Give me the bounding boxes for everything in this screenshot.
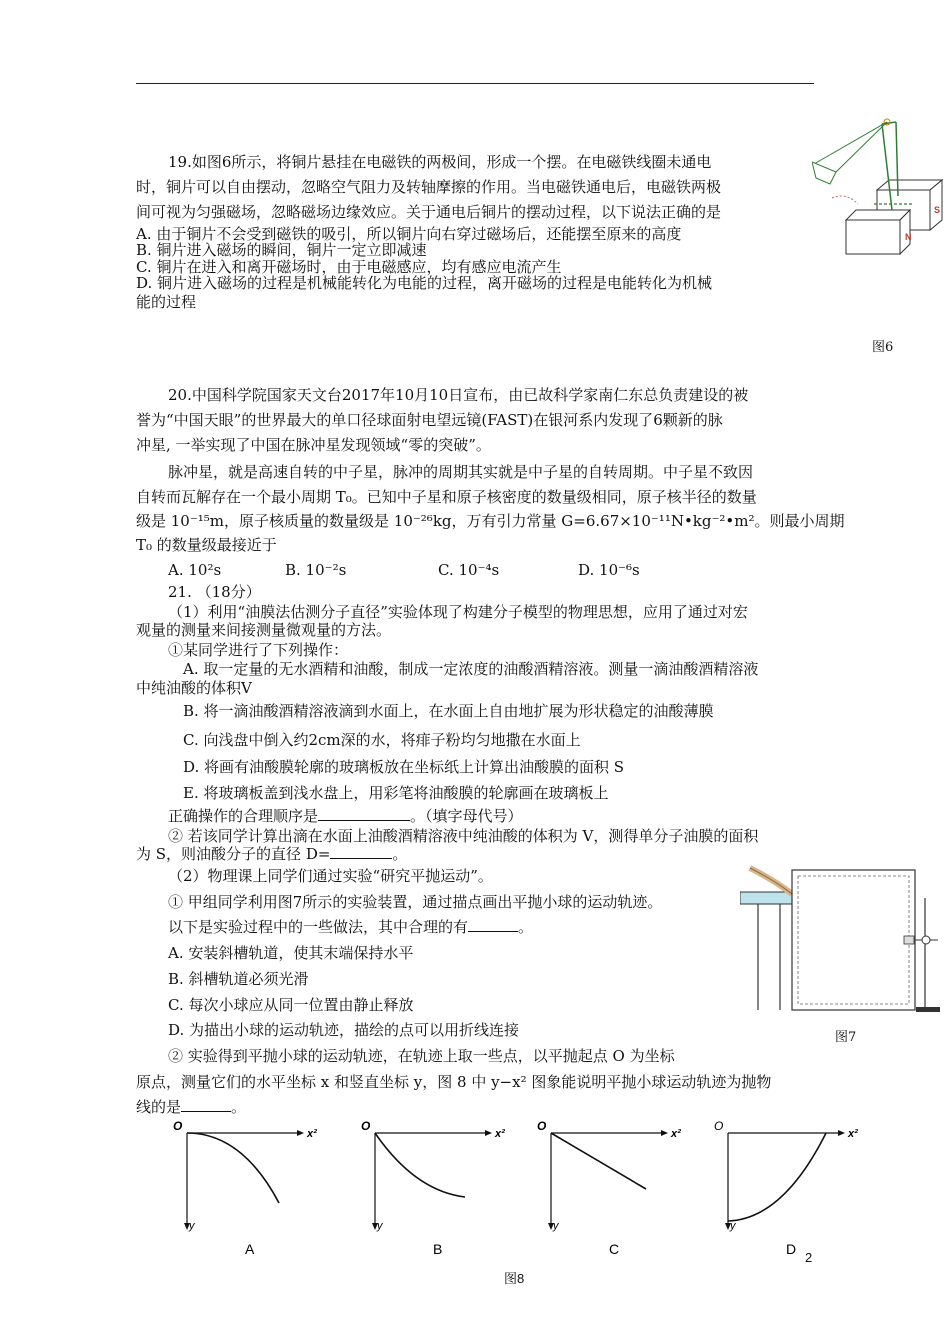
q21-op-e: E. 将玻璃板盖到浅水盘上，用彩笔将油酸膜的轮廓画在玻璃板上 <box>183 784 609 802</box>
q21-order-prefix: 正确操作的合理顺序是 <box>168 807 319 825</box>
fig6-pole-n: N <box>905 232 912 242</box>
q21-op-c: C. 向浅盘中倒入约2cm深的水，将痱子粉均匀地撒在水面上 <box>183 731 581 749</box>
figure-6-caption: 图6 <box>872 340 894 355</box>
q20-option-a: A. 10²s <box>168 561 222 579</box>
graph-d-curve <box>728 1133 826 1221</box>
q21-part2-option-a: A. 安装斜槽轨道，使其末端保持水平 <box>168 944 414 962</box>
graph-b-x-arrow <box>485 1130 492 1136</box>
graph-d-x-arrow <box>838 1130 845 1136</box>
q21-part2-option-d: D. 为描出小球的运动轨迹，描绘的点可以用折线连接 <box>168 1021 520 1039</box>
figure-7-caption: 图7 <box>835 1030 857 1045</box>
graph-a-x-arrow <box>297 1130 304 1136</box>
q21-reasonable-prefix: 以下是实验过程中的一些做法，其中合理的有 <box>168 918 469 936</box>
graph-c-option-label: C <box>609 1241 620 1257</box>
figure-8-caption: 图8 <box>504 1271 525 1286</box>
graph-b-curve <box>375 1133 465 1197</box>
q21-step1: ①某同学进行了下列操作： <box>168 641 349 659</box>
q21-part2-step2-line1: ② 实验得到平抛小球的运动轨迹，在轨迹上取一些点，以平抛起点 O 为坐标 <box>168 1047 675 1065</box>
fig6-pole-s: S <box>934 205 941 215</box>
q20-line7: T₀ 的数量级最接近于 <box>136 536 277 554</box>
graph-d-option-label: D <box>786 1241 797 1257</box>
q21-part2-step2-line2: 原点，测量它们的水平坐标 x 和竖直坐标 y，图 8 中 y−x² 图象能说明平抛小球运动轨迹为抛物 <box>136 1073 772 1091</box>
q21-part2-option-b: B. 斜槽轨道必须光滑 <box>168 970 309 988</box>
q21-part2-step1: ① 甲组同学利用图7所示的实验装置，通过描点画出平抛小球的运动轨迹。 <box>168 893 663 911</box>
graph-a-origin-label: O <box>173 1119 183 1133</box>
q20-line4: 脉冲星，就是高速自转的中子星，脉冲的周期其实就是中子星的自转周期。中子星不致因 <box>168 463 754 481</box>
graph-c-origin-label: O <box>537 1119 547 1133</box>
q20-line5: 自转而瓦解存在一个最小周期 T₀。已知中子星和原子核密度的数量级相同，原子核半径的数量 <box>136 488 757 506</box>
q21-part2: （2）物理课上同学们通过实验“研究平抛运动”。 <box>168 867 493 885</box>
q21-step2-line1: ② 若该同学计算出滴在水面上油酸酒精溶液中纯油酸的体积为 V，测得单分子油膜的面积 <box>168 827 759 845</box>
q21-order-suffix: 。（填字母代号） <box>410 807 523 825</box>
graph-b-option-label: B <box>433 1241 443 1257</box>
q21-part1-line1: （1）利用“油膜法估测分子直径”实验体现了构建分子模型的物理思想，应用了通过对宏 <box>168 603 748 621</box>
q20-line2: 誉为“中国天眼”的世界最大的单口径球面射电望远镜(FAST)在银河系内发现了6颗新的脉 <box>136 411 723 429</box>
graph-b-y-label: y <box>377 1220 383 1232</box>
q21-part2-option-c: C. 每次小球应从同一位置由静止释放 <box>168 996 414 1014</box>
q19-option-c: C. 铜片在进入和离开磁场时，由于电磁感应，均有感应电流产生 <box>136 258 562 276</box>
q21-heading: 21. （18分） <box>168 583 261 601</box>
q19-option-d-line1: D. 铜片进入磁场的过程是机械能转化为电能的过程，离开磁场的过程是电能转化为机械 <box>136 274 713 292</box>
graph-c-x-label: x² <box>671 1128 681 1140</box>
q21-op-b: B. 将一滴油酸酒精溶液滴到水面上，在水面上自由地扩展为形状稳定的油酸薄膜 <box>183 702 714 720</box>
graph-b-x-label: x² <box>495 1128 505 1140</box>
graph-c-curve <box>551 1133 646 1189</box>
graph-b-origin-label: O <box>361 1119 371 1133</box>
page-number: 2 <box>805 1250 813 1265</box>
graph-c-x-arrow <box>661 1130 668 1136</box>
q20-option-c: C. 10⁻⁴s <box>438 561 500 579</box>
graph-c-y-label: y <box>553 1220 559 1232</box>
q19-option-b: B. 铜片进入磁场的瞬间，铜片一定立即减速 <box>136 241 427 259</box>
q21-parabola-prefix: 线的是 <box>136 1098 182 1116</box>
q20-line1: 20.中国科学院国家天文台2017年10月10日宣布，由已故科学家南仁东总负责建设的被 <box>168 386 749 404</box>
q21-op-a-line1: A. 取一定量的无水酒精和油酸，制成一定浓度的油酸酒精溶液。测量一滴油酸酒精溶液 <box>183 660 759 678</box>
q21-op-d: D. 将画有油酸膜轮廓的玻璃板放在坐标纸上计算出油酸膜的面积 S <box>183 758 625 776</box>
q21-reasonable-suffix: 。 <box>518 918 534 936</box>
graph-a-x-label: x² <box>307 1128 317 1140</box>
q21-op-a-line2: 中纯油酸的体积V <box>136 679 252 697</box>
q19-option-a: A. 由于铜片不会受到磁铁的吸引，所以铜片向右穿过磁场后，还能摆至原来的高度 <box>136 225 682 243</box>
q19-line2: 时，铜片可以自由摆动，忽略空气阻力及转轴摩擦的作用。当电磁铁通电后，电磁铁两极 <box>136 178 722 196</box>
q19-line3: 间可视为匀强磁场，忽略磁场边缘效应。关于通电后铜片的摆动过程，以下说法正确的是 <box>136 203 722 221</box>
q21-parabola-suffix: 。 <box>231 1098 247 1116</box>
q20-line6: 级是 10⁻¹⁵m，原子核质量的数量级是 10⁻²⁶kg，万有引力常量 G=6.67×10⁻¹¹N•kg⁻²•m²。则最小周期 <box>136 512 845 530</box>
graph-a-option-label: A <box>245 1241 255 1257</box>
q20-option-d: D. 10⁻⁶s <box>578 561 640 579</box>
q21-diameter-suffix: 。 <box>392 845 408 863</box>
q19-line1: 19.如图6所示，将铜片悬挂在电磁铁的两极间，形成一个摆。在电磁铁线圈未通电 <box>168 153 712 171</box>
q21-part1-line2: 观量的测量来间接测量微观量的方法。 <box>136 621 392 639</box>
graph-d-origin-label: O <box>714 1119 724 1133</box>
q21-diameter-prefix: 为 S，则油酸分子的直径 D= <box>136 845 331 863</box>
graph-a-y-label: y <box>189 1220 195 1232</box>
graph-a-curve <box>187 1133 279 1203</box>
graph-d-x-label: x² <box>848 1128 858 1140</box>
q19-option-d-line2: 能的过程 <box>136 293 197 311</box>
q20-option-b: B. 10⁻²s <box>285 561 347 579</box>
graph-d-y-label: y <box>730 1220 736 1232</box>
q20-line3: 冲星, 一举实现了中国在脉冲星发现领域“零的突破”。 <box>136 436 491 454</box>
